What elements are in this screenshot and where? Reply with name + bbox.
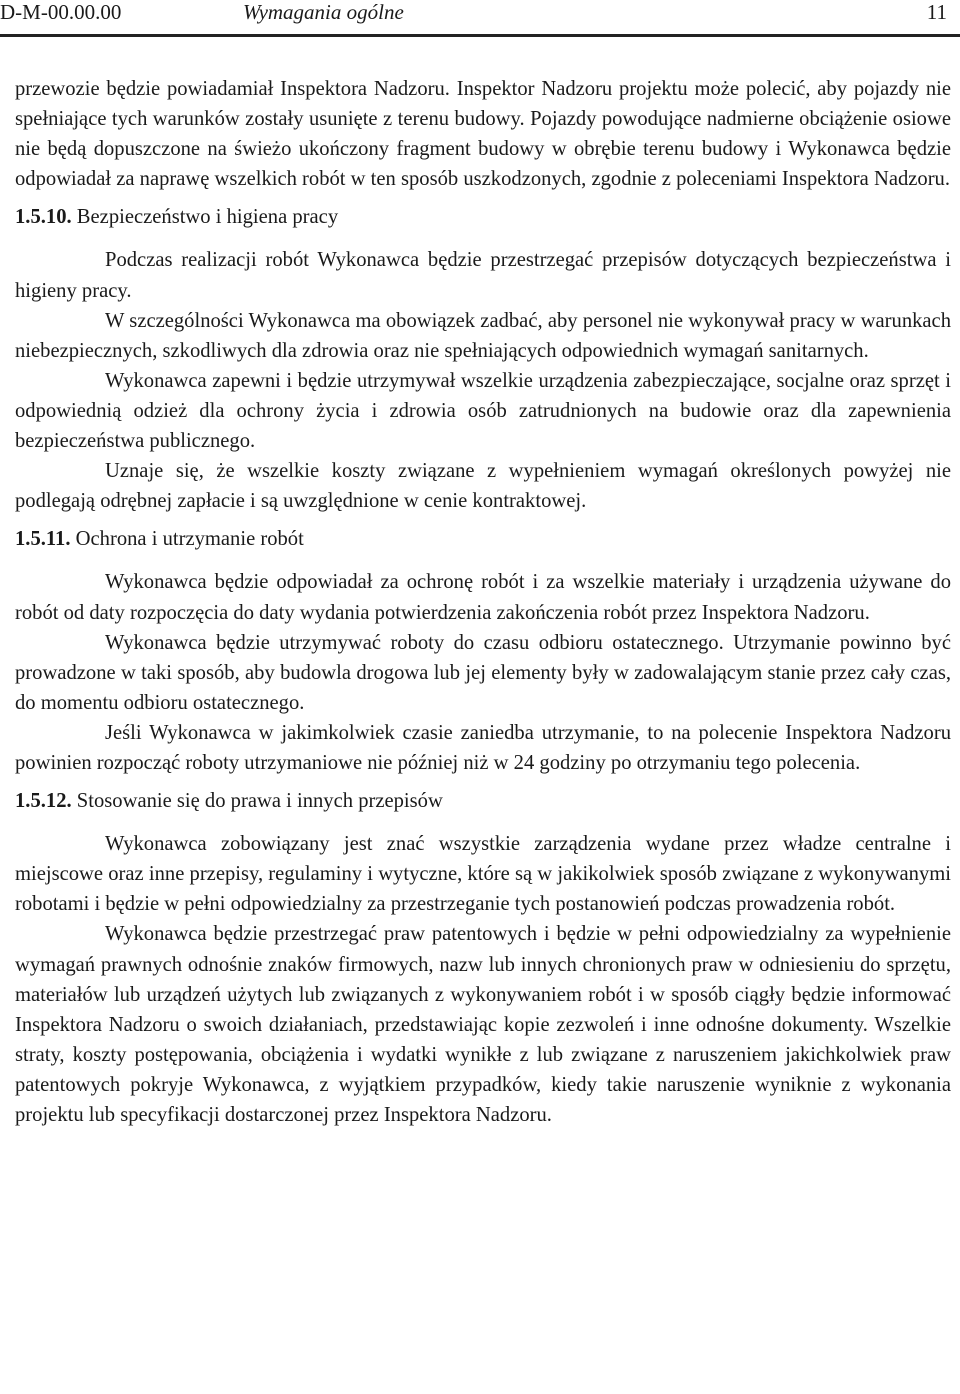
section-title: Ochrona i utrzymanie robót [75,528,304,551]
paragraph: Uznaje się, że wszelkie koszty związane z wypełnieniem wymagań określonych powyżej nie podlegają odrębnej zapłacie i są uwzględnione w cenie kontraktowej. [15,460,951,513]
section-number: 1.5.12. [15,790,72,813]
section-number: 1.5.11. [15,528,71,551]
section-heading-1-5-12 [15,786,951,816]
paragraph-intro: przewozie będzie powiadamiał Inspektora Nadzoru. Inspektor Nadzoru projektu może polecić, aby pojazdy nie spełniające tych warunków zostały usunięte z terenu budowy. Pojazdy powodujące nadmierne obciążenie osiowe nie będą dopuszczone na świeżo ukończony fragment budowy w obrębie terenu budowy i Wykonawca będzie odpowiadał za naprawę wszelkich robót w ten sposób uszkodzonych, zgodnie z poleceniami Inspektora Nadzoru. [15,78,951,191]
page-number: 11 [926,0,947,24]
paragraph: Wykonawca będzie utrzymywać roboty do czasu odbioru ostatecznego. Utrzymanie powinno być prowadzone w taki sposób, aby budowla drogowa lub jej elementy były w zadowalającym stanie przez cały czas, do momentu odbioru ostatecznego. [15,631,951,714]
paragraph: Wykonawca będzie przestrzegać praw patentowych i będzie w pełni odpowiedzialny za wypełnienie wymagań prawnych odnośnie znaków firmowych, nazw lub innych chronionych praw w odniesieniu do sprzętu, materiałów lub urządzeń użytych lub związanych z wykonywaniem robót i w sposób ciągły będzie informować Inspektora Nadzoru o swoich działaniach, przedstawiając kopie zezwoleń i inne odnośne dokumenty. Wszelkie straty, koszty postępowania, obciążenia i wydatki wynikłe z lub związane z naruszeniem jakichkolwiek praw patentowych pokryje Wykonawca, z wyjątkiem przypadków, kiedy takie naruszenie wyniknie z wykonania projektu lub specyfikacji dostarczonej przez Inspektora Nadzoru. [15,923,951,1126]
paragraph: W szczególności Wykonawca ma obowiązek zadbać, aby personel nie wykonywał pracy w warunkach niebezpiecznych, szkodliwych dla zdrowia oraz nie spełniających odpowiednich wymagań sanitarnych. [15,309,951,362]
section-heading-1-5-11 [15,524,951,554]
section-number: 1.5.10. [15,206,72,229]
section-heading-1-5-10 [15,202,951,232]
paragraph: Wykonawca zapewni i będzie utrzymywał wszelkie urządzenia zabezpieczające, socjalne oraz sprzęt i odpowiednią odzież dla ochrony życia i zdrowia osób zatrudnionych na budowie oraz dla zapewnienia bezpieczeństwa publicznego. [15,369,951,453]
section-title: Bezpieczeństwo i higiena pracy [76,206,339,229]
document-title: Wymagania ogólne [243,0,404,24]
paragraph: Podczas realizacji robót Wykonawca będzie przestrzegać przepisów dotyczących bezpieczeństwa i higieny pracy. [15,249,951,302]
document-body [15,74,951,1130]
document-code: D-M-00.00.00 [0,0,122,24]
section-title: Stosowanie się do prawa i innych przepisów [76,790,443,813]
page-header [0,0,960,34]
paragraph: Jeśli Wykonawca w jakimkolwiek czasie zaniedba utrzymanie, to na polecenie Inspektora Nadzoru powinien rozpocząć roboty utrzymaniowe nie później niż w 24 godziny po otrzymaniu tego polecenia. [15,721,951,774]
paragraph: Wykonawca będzie odpowiadał za ochronę robót i za wszelkie materiały i urządzenia używane do robót od daty rozpoczęcia do daty wydania potwierdzenia zakończenia robót przez Inspektora Nadzoru. [15,571,951,624]
header-divider [0,34,960,37]
paragraph: Wykonawca zobowiązany jest znać wszystkie zarządzenia wydane przez władze centralne i miejscowe oraz inne przepisy, regulaminy i wytyczne, które są w jakikolwiek sposób związane z wykonywanymi robotami i będzie w pełni odpowiedzialny za przestrzeganie tych postanowień podczas prowadzenia robót. [15,833,951,916]
